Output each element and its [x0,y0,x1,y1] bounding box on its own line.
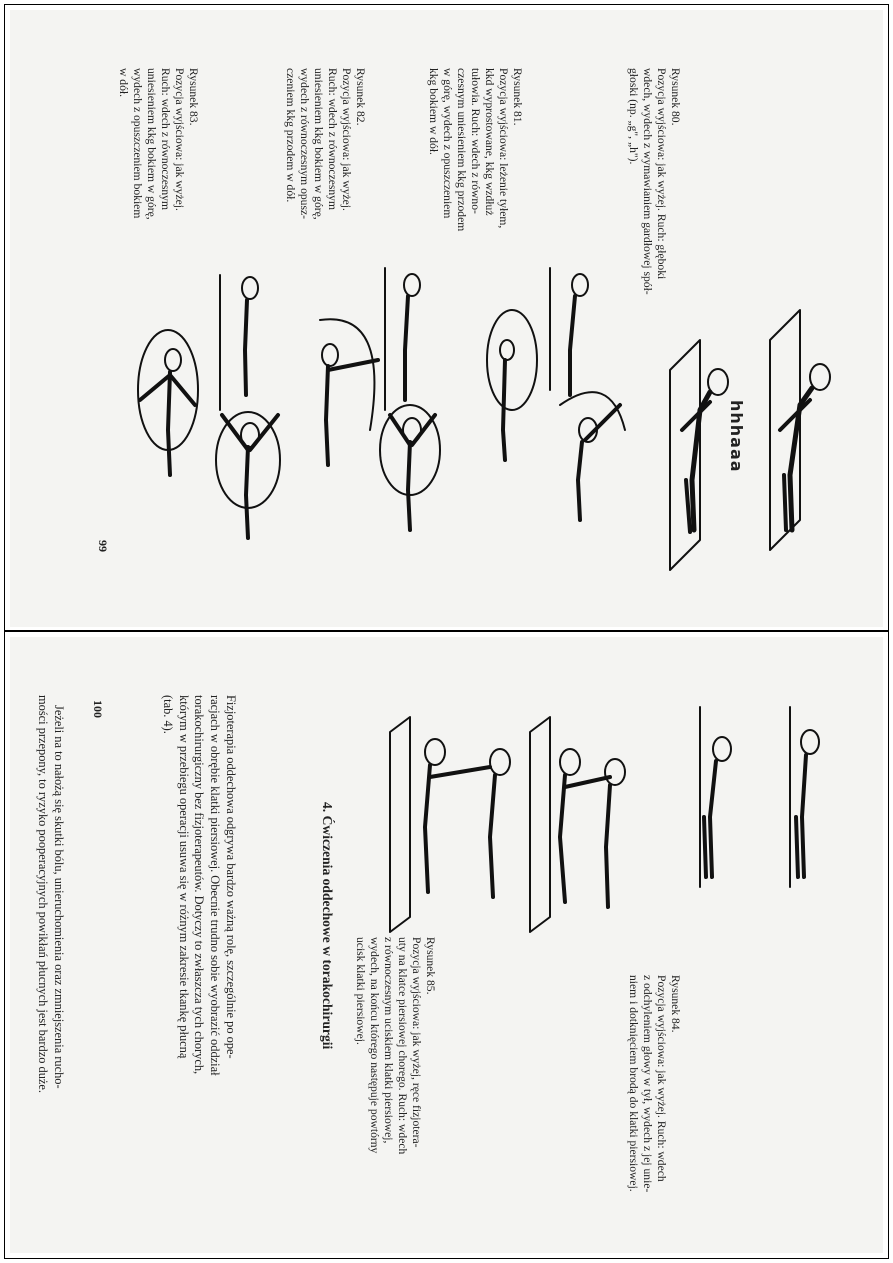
figure-81-caption: Rysunek 81. Pozycja wyjściowa: leżenie tyłem, kkd wyprostowane, kkg wzdłuż tułowia. Ruch: wdech z równo- czesnym uniesieniem kkg przodem w górę, wydech z opuszczeniem kkg bokiem w dół. [427,68,524,232]
page-number-99: 99 [96,540,110,552]
figure-83-caption: Rysunek 83. Pozycja wyjściowa: jak wyżej. Ruch: wdech z równoczesnym uniesieniem kkg bokiem w górę, wydech z opuszczeniem bokiem w dół. [117,68,200,220]
section-body [10,695,300,1093]
figure-84-caption: Rysunek 84. Pozycja wyjściowa: jak wyżej. Ruch: wdech z odchyleniem głowy w tył, wydech z jej unie- niem i dotknięciem brodą do klatki piersiowej. [627,975,682,1193]
figure-80-caption: Rysunek 80. Pozycja wyjściowa: jak wyżej. Ruch: głęboki wdech, wydech z wymawianiem gardłowej spół- głoski (np. „g", „h"). [627,68,682,295]
figure-85-caption: Rysunek 85. Pozycja wyjściowa: jak wyżej, ręce fizjotera- uty na klatce piersiowej chorego. Ruch: wdech z równoczesnym uciskiem klatki piersiowej, wydech, na końcu którego następuje powtórny ucisk klatki piersiowej. [354,937,437,1155]
page-number-100: 100 [91,700,105,718]
paragraph-1: Fizjoterapia oddechowa odgrywa bardzo ważną rolę, szczególnie po ope- racjach w obrębie klatki piersiowej. Obecnie trudno sobie wyobrazić oddział torakochirurgiczny bez fizjoterapeutów. Dotyczy to zwłaszcza tych chorych, którym w przebiegu operacji usuwa się w różnym zakresie tkankę płucną (tab. 4). [161,695,238,1076]
section-heading: 4. Ćwiczenia oddechowe w torakochirurgii [320,802,335,1050]
figures-81-83-illustrations [10,10,883,627]
scan-page-99 [10,10,883,627]
figure-82-caption: Rysunek 82. Pozycja wyjściowa: jak wyżej. Ruch: wdech z równoczesnym uniesieniem kkg bokiem w górę, wydech z równoczesnym opusz- czeniem kkg przodem w dół. [284,68,367,220]
sound-label: hhhaaa [727,400,746,473]
scan-page-100 [10,637,883,1253]
paragraph-2: Jeżeli na to nałożą się skutki bólu, unieruchomienia oraz zmniejszenia rucho- mości przepony, to ryzyko pooperacyjnych powikłań płucnych jest bardzo duże. [36,695,67,1093]
